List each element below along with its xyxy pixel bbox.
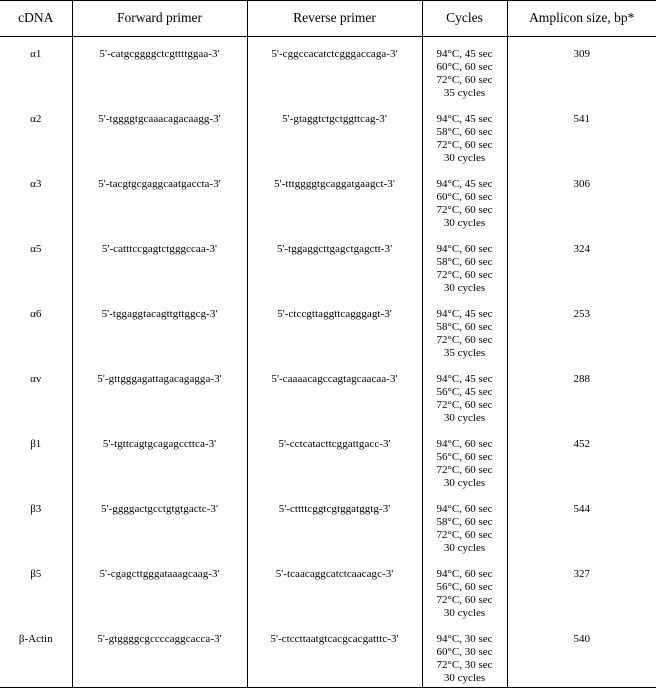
cycle-step: 56°C, 45 sec — [436, 385, 493, 398]
cell-cdna: αv — [30, 372, 42, 385]
cycle-step: 60°C, 60 sec — [436, 61, 493, 74]
table-row — [0, 492, 656, 557]
table-row — [0, 102, 656, 167]
cell-amplicon-size: 544 — [507, 492, 656, 557]
cycle-step: 58°C, 60 sec — [436, 255, 493, 268]
cell-reverse-primer: 5'-caaaacagccagtagcaacaa-3' — [247, 362, 422, 427]
cell-cdna: β3 — [30, 502, 42, 515]
cycle-step: 35 cycles — [443, 346, 486, 359]
cell-reverse-primer: 5'-tcaacaggcatctcaacagc-3' — [247, 557, 422, 622]
cell-cdna: β-Actin — [0, 622, 72, 688]
cell-amplicon-size: 541 — [507, 102, 656, 167]
cycle-step: 94°C, 60 sec — [436, 502, 493, 515]
cycle-step: 30 cycles — [443, 671, 486, 684]
cycle-step: 30 cycles — [443, 606, 486, 619]
cell-cycles — [422, 232, 507, 297]
cell-reverse-primer: 5'-tttggggtgcaggatgaagct-3' — [247, 167, 422, 232]
cell-forward-primer: 5'-tacgtgcgaggcaatgaccta-3' — [72, 167, 247, 232]
cell-cdna: α6 — [30, 307, 42, 320]
cell-reverse-primer: 5'-tggaggcttgagctgagctt-3' — [247, 232, 422, 297]
table-row — [0, 622, 656, 688]
cell-cycles — [422, 297, 507, 362]
cell-forward-primer: 5'-ggggactgcctgtgtgactc-3' — [72, 492, 247, 557]
cell-reverse-primer: 5'-ctccgttaggttcagggagt-3' — [247, 297, 422, 362]
cycle-step: 94°C, 30 sec — [436, 632, 493, 645]
cycle-step: 72°C, 60 sec — [436, 398, 493, 411]
cycle-step: 30 cycles — [443, 411, 486, 424]
cycle-step: 60°C, 60 sec — [436, 190, 493, 203]
cycle-step: 94°C, 60 sec — [436, 242, 493, 255]
cell-amplicon-size: 540 — [507, 622, 656, 688]
cell-amplicon-size: 327 — [507, 557, 656, 622]
cell-reverse-primer: 5'-cctcatacttcggattgacc-3' — [247, 427, 422, 492]
table-header-row — [0, 1, 656, 37]
cycle-step: 72°C, 60 sec — [436, 203, 493, 216]
cell-forward-primer: 5'-tggaggtacagttgttggcg-3' — [72, 297, 247, 362]
cell-cdna: α5 — [30, 242, 42, 255]
cycle-step: 56°C, 60 sec — [436, 450, 493, 463]
cycle-step: 94°C, 45 sec — [436, 372, 493, 385]
cell-cdna: β1 — [30, 437, 42, 450]
cell-cycles — [422, 492, 507, 557]
cell-forward-primer: 5'-tggggtgcaaacagacaagg-3' — [72, 102, 247, 167]
cell-cycles — [422, 362, 507, 427]
cycle-step: 72°C, 60 sec — [436, 528, 493, 541]
cycle-step: 94°C, 45 sec — [436, 177, 493, 190]
cell-cycles — [422, 102, 507, 167]
cell-cycles — [422, 622, 507, 688]
cycle-step: 35 cycles — [443, 87, 486, 100]
cycle-step: 94°C, 45 sec — [436, 112, 493, 125]
cell-cdna: β5 — [30, 567, 42, 580]
cycle-step: 60°C, 30 sec — [436, 645, 493, 658]
column-header-cycles: Cycles — [422, 1, 507, 37]
cycle-step: 72°C, 60 sec — [436, 268, 493, 281]
cell-reverse-primer: 5'-gtaggtctgctggttcag-3' — [247, 102, 422, 167]
cell-amplicon-size: 253 — [507, 297, 656, 362]
cycle-step: 72°C, 30 sec — [436, 658, 493, 671]
cycle-step: 58°C, 60 sec — [436, 125, 493, 138]
cell-forward-primer: 5'-gttgggagattagacagagga-3' — [72, 362, 247, 427]
cycle-step: 94°C, 60 sec — [436, 437, 493, 450]
table-body — [0, 37, 656, 688]
cell-forward-primer: 5'-gtggggcgccccaggcacca-3' — [72, 622, 247, 688]
cycle-step: 56°C, 60 sec — [436, 580, 493, 593]
cell-reverse-primer: 5'-cttttcggtcgtggatggtg-3' — [247, 492, 422, 557]
cell-amplicon-size: 288 — [507, 362, 656, 427]
cell-forward-primer: 5'-tgttcagtgcagagccttca-3' — [72, 427, 247, 492]
table-row — [0, 232, 656, 297]
table-row — [0, 37, 656, 102]
cell-amplicon-size: 452 — [507, 427, 656, 492]
cell-amplicon-size: 324 — [507, 232, 656, 297]
table-row — [0, 427, 656, 492]
cycle-step: 72°C, 60 sec — [436, 593, 493, 606]
column-header-cdna: cDNA — [0, 1, 72, 37]
cycle-step: 94°C, 45 sec — [436, 307, 493, 320]
table-row — [0, 297, 656, 362]
cell-amplicon-size: 306 — [507, 167, 656, 232]
cycle-step: 72°C, 60 sec — [436, 463, 493, 476]
cell-reverse-primer: 5'-ctccttaatgtcacgcacgatttc-3' — [247, 622, 422, 688]
table-row — [0, 362, 656, 427]
column-header-forward-primer: Forward primer — [72, 1, 247, 37]
cycle-step: 30 cycles — [443, 151, 486, 164]
cell-amplicon-size: 309 — [507, 37, 656, 102]
cycle-step: 30 cycles — [443, 476, 486, 489]
column-header-amplicon-size: Amplicon size, bp* — [507, 1, 656, 37]
cell-cycles — [422, 557, 507, 622]
cycle-step: 94°C, 45 sec — [436, 48, 493, 60]
cycle-step: 58°C, 60 sec — [436, 515, 493, 528]
column-header-reverse-primer: Reverse primer — [247, 1, 422, 37]
cell-cdna: α3 — [30, 177, 42, 190]
cell-forward-primer: 5'-catttccgagtctgggccaa-3' — [72, 232, 247, 297]
cell-reverse-primer: 5'-cggccacatctcgggaccaga-3' — [247, 37, 422, 102]
cycle-step: 30 cycles — [443, 541, 486, 554]
cycle-step: 58°C, 60 sec — [436, 320, 493, 333]
cell-cycles — [422, 427, 507, 492]
cell-cdna: α1 — [30, 48, 42, 60]
cycle-step: 72°C, 60 sec — [436, 138, 493, 151]
cycle-step: 72°C, 60 sec — [436, 333, 493, 346]
cell-forward-primer: 5'-catgcggggctcgttttggaa-3' — [72, 37, 247, 102]
cell-cdna: α2 — [30, 112, 42, 125]
table-row — [0, 557, 656, 622]
cell-forward-primer: 5'-cgagcttgggataaagcaag-3' — [72, 557, 247, 622]
cell-cycles — [422, 167, 507, 232]
cell-cycles — [422, 37, 507, 102]
cycle-step: 72°C, 60 sec — [436, 74, 493, 87]
cycle-step: 30 cycles — [443, 216, 486, 229]
table-row — [0, 167, 656, 232]
cycle-step: 30 cycles — [443, 281, 486, 294]
cycle-step: 94°C, 60 sec — [436, 567, 493, 580]
